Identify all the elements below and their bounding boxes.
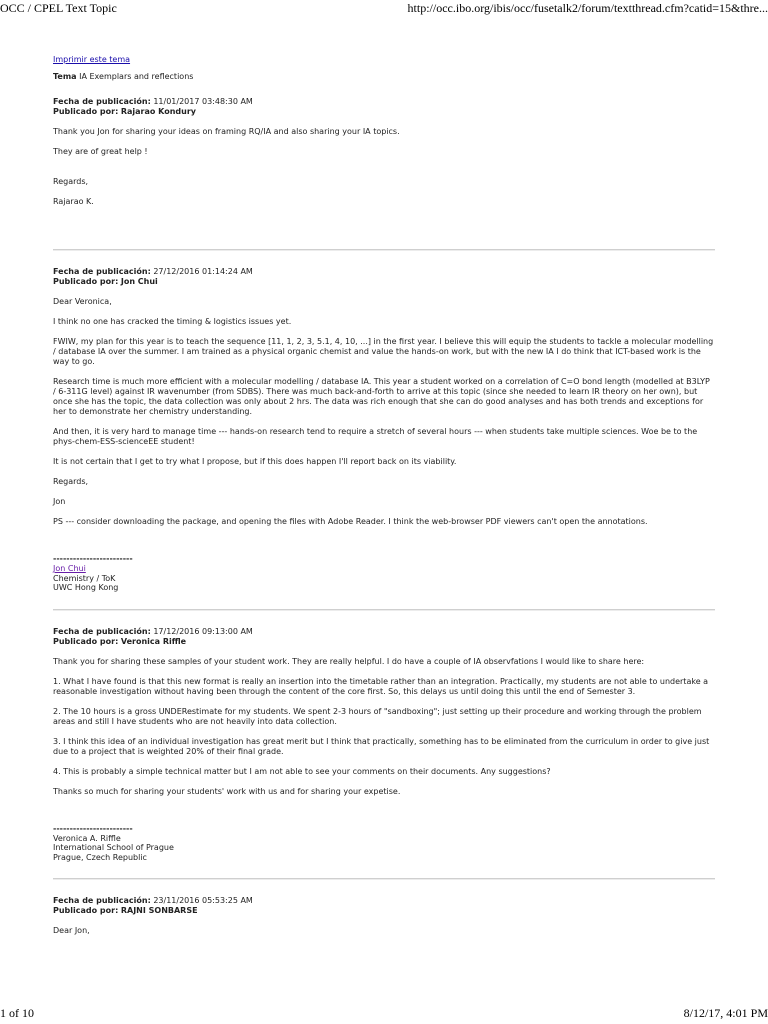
post-paragraph: And then, it is very hard to manage time --- hands-on research tend to require a stretch of several hours --- when students take multiple sciences. Woe be to the phys-chem-ESS-scienceEE student! [53,427,698,446]
page-url: http://occ.ibo.org/ibis/occ/fusetalk2/forum/textthread.cfm?catid=15&thre... [407,1,768,15]
post-divider [53,609,715,611]
forum-post [53,267,715,593]
post-date: 11/01/2017 03:48:30 AM [153,97,253,106]
post-date-line [53,896,715,906]
signature-rule: ------------------------ [53,823,133,833]
post-paragraph: Thanks so much for sharing your students' work with us and for sharing your expetise. [53,786,401,796]
post-paragraph: Dear Jon, [53,926,90,935]
post-paragraph: Thank you for sharing these samples of your student work. They are really helpful. I do have a couple of IA observfations I would like to share here: [53,656,645,666]
signature-name-link[interactable]: Jon Chui [53,564,86,573]
topic-label: Tema [53,72,77,81]
post-paragraph: Thank you Jon for sharing your ideas on framing RQ/IA and also sharing your IA topics. [53,127,400,136]
post-paragraph: Rajarao K. [53,197,94,206]
post-divider [53,249,715,251]
post-paragraph: They are of great help ! [53,147,148,156]
post-author: Jon Chui [120,277,158,286]
post-divider [53,878,715,880]
post-author-line [53,107,715,117]
post-paragraph: 2. The 10 hours is a gross UNDERestimate for my students. We spent 2-3 hours of "sandboxing"; just setting up their procedure and working through the problem areas and still I have students who are not heavily into data collection. [53,706,702,726]
post-paragraph: 3. I think this idea of an individual investigation has great merit but I think that practically, something has to be eliminated from the curriculum in order to give just due to a project that is weighted 20% of their final grade. [53,736,710,756]
post-date-line [53,97,715,107]
print-datetime: 8/12/17, 4:01 PM [683,1006,768,1020]
post-date: 23/11/2016 05:53:25 AM [153,896,253,905]
post-paragraph: Jon [53,497,66,506]
post-date: 27/12/2016 01:14:24 AM [153,267,253,276]
post-author: RAJNI SONBARSE [120,906,198,915]
author-label: Publicado por: [53,636,119,646]
post-author: Rajarao Kondury [120,107,196,116]
author-label: Publicado por: [53,277,119,286]
post-paragraph: 1. What I have found is that this new format is really an insertion into the timetable rather than an integration. Practically, my students are not able to undertake a reasonable investigation without having been through the content of the core first. So, this delays us until doing this until the end of Semester 3. [53,676,709,696]
signature-line: Veronica A. Riffle [53,833,121,843]
post-date: 17/12/2016 09:13:00 AM [153,626,253,636]
page-title: OCC / CPEL Text Topic [0,1,117,15]
thread-content [53,55,715,936]
signature-line: Chemistry / ToK [53,573,116,583]
author-label: Publicado por: [53,107,119,116]
print-footer [0,1002,768,1024]
topic-value: IA Exemplars and reflections [79,72,194,81]
post-blank-line [53,157,715,167]
print-topic-link[interactable]: Imprimir este tema [53,55,131,64]
signature-line: International School of Prague [53,843,174,852]
post-author-line [53,277,715,287]
post-paragraph: Research time is much more efficient with a molecular modelling / database IA. This year a student worked on a correlation of C=O bond length (modelled at B3LYP / 6-311G level) against IR wavenumber (from SDBS). There was much back-and-forth to arrive at this topic (since she needed to learn IR theory on her own), but once she has the topic, the data collection was only about 2 hrs. The data was rich enough that she can do good analyses and has both trends and exceptions for her to demonstrate her chemistry understanding. [53,377,710,416]
print-header [0,0,768,18]
page-number: 1 of 10 [0,1006,34,1020]
post-blank-space [53,207,715,233]
post-paragraph: I think no one has cracked the timing & logistics issues yet. [53,317,292,326]
post-date-line [53,267,715,277]
signature-line: UWC Hong Kong [53,583,119,592]
post-author-line [53,906,715,916]
date-label: Fecha de publicación: [53,626,151,636]
post-paragraph: Regards, [53,477,89,486]
forum-post [53,896,715,936]
post-author: Veronica Riffle [120,636,187,646]
topic-line [53,72,715,81]
post-date-line [53,627,715,637]
post-paragraph: Dear Veronica, [53,297,112,306]
post-paragraph: Regards, [53,177,89,186]
forum-post [53,627,715,863]
post-author-line [53,637,715,647]
date-label: Fecha de publicación: [53,896,151,905]
post-paragraph: It is not certain that I get to try what I propose, but if this does happen I'll report back on its viability. [53,457,457,466]
post-paragraph: FWIW, my plan for this year is to teach the sequence [11, 1, 2, 3, 5.1, 4, 10, ...] in the first year. I believe this will equip the students to tackle a molecular modelling / database IA over the summer. I am trained as a physical organic chemist and value the hands-on work, but with the new IA I do think that ICT-based work is the way to go. [53,337,714,366]
date-label: Fecha de publicación: [53,267,151,276]
forum-post [53,97,715,233]
signature-rule: ------------------------ [53,554,133,563]
post-paragraph: PS --- consider downloading the package, and opening the files with Adobe Reader. I think the web-browser PDF viewers can't open the annotations. [53,517,648,526]
signature-line: Prague, Czech Republic [53,852,147,862]
author-label: Publicado por: [53,906,119,915]
post-paragraph: 4. This is probably a simple technical matter but I am not able to see your comments on their documents. Any suggestions? [53,766,551,776]
date-label: Fecha de publicación: [53,97,151,106]
